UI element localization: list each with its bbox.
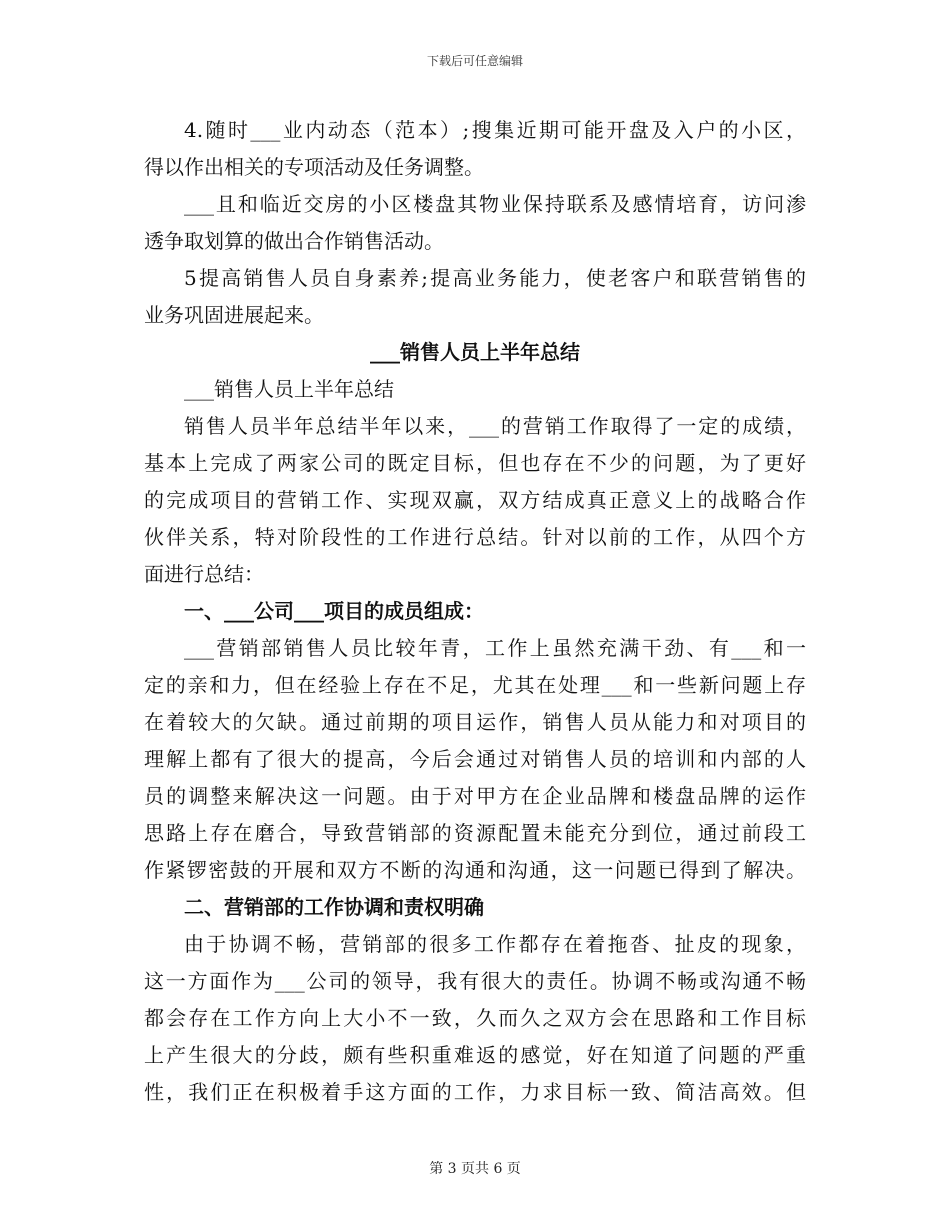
paragraph-line: 作紧锣密鼓的开展和双方不断的沟通和沟通，这一问题已得到了解决。 xyxy=(144,858,806,882)
page-header: 下载后可任意编辑 xyxy=(426,54,523,68)
paragraph-line: 由于协调不畅，营销部的很多工作都存在着拖沓、扯皮的现象， xyxy=(184,932,806,956)
paragraph-line: 4.随时___业内动态（范本）;搜集近期可能开盘及入户的小区， xyxy=(184,118,806,142)
paragraph-line: 性，我们正在积极着手这方面的工作，力求目标一致、简洁高效。但 xyxy=(144,1080,806,1104)
paragraph-line: 销售人员半年总结半年以来，___的营销工作取得了一定的成绩， xyxy=(184,414,806,438)
paragraph-line: 理解上都有了很大的提高，今后会通过对销售人员的培训和内部的人 xyxy=(144,747,806,771)
paragraph-line: 都会存在工作方向上大小不一致，久而久之双方会在思路和工作目标 xyxy=(144,1006,806,1030)
paragraph-line: 5提高销售人员自身素养;提高业务能力，使老客户和联营销售的 xyxy=(184,266,806,290)
paragraph-line: 定的亲和力，但在经验上存在不足，尤其在处理___和一些新问题上存 xyxy=(144,673,806,697)
section-title: ___销售人员上半年总结 xyxy=(370,340,580,364)
paragraph-line: ___且和临近交房的小区楼盘其物业保持联系及感情培育，访问渗 xyxy=(184,192,806,216)
paragraph-line: 在着较大的欠缺。通过前期的项目运作，销售人员从能力和对项目的 xyxy=(144,710,806,734)
paragraph-line: 伙伴关系，特对阶段性的工作进行总结。针对以前的工作，从四个方 xyxy=(144,525,806,549)
paragraph-line: 透争取划算的做出合作销售活动。 xyxy=(144,229,444,253)
paragraph-line: 得以作出相关的专项活动及任务调整。 xyxy=(144,155,484,179)
paragraph-line: 业务巩固进展起来。 xyxy=(144,303,324,327)
paragraph-line: 的完成项目的营销工作、实现双赢，双方结成真正意义上的战略合作 xyxy=(144,488,806,512)
paragraph-line: ___营销部销售人员比较年青，工作上虽然充满干劲、有___和一 xyxy=(184,636,806,660)
section-heading: 一、___公司___项目的成员组成： xyxy=(184,599,484,623)
paragraph-line: 员的调整来解决这一问题。由于对甲方在企业品牌和楼盘品牌的运作 xyxy=(144,784,806,808)
paragraph-line: 这一方面作为___公司的领导，我有很大的责任。协调不畅或沟通不畅 xyxy=(144,969,806,993)
paragraph-line: 思路上存在磨合，导致营销部的资源配置未能充分到位，通过前段工 xyxy=(144,821,806,845)
section-heading: 二、营销部的工作协调和责权明确 xyxy=(184,895,484,919)
paragraph-line: 基本上完成了两家公司的既定目标，但也存在不少的问题，为了更好 xyxy=(144,451,806,475)
paragraph-line: 面进行总结： xyxy=(144,562,264,586)
paragraph-line: 上产生很大的分歧，颇有些积重难返的感觉，好在知道了问题的严重 xyxy=(144,1043,806,1067)
page-footer: 第 3 页共 6 页 xyxy=(429,1161,521,1177)
subtitle-line: ___销售人员上半年总结 xyxy=(184,377,394,401)
document-body xyxy=(144,112,806,1111)
